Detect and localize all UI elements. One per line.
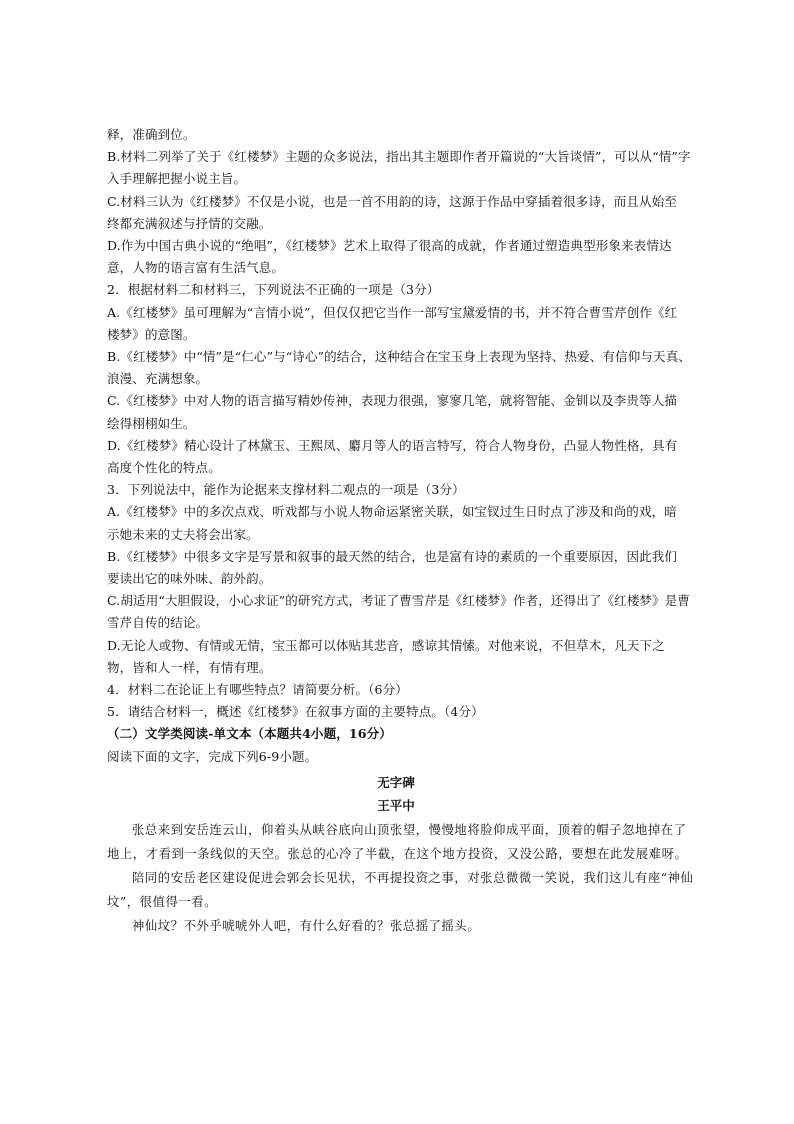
- option-a-line: A.《红楼梦》虽可理解为“言情小说”，但仅仅把它当作一部写宝黛爱情的书，并不符合曹雪芹创作《红: [107, 304, 678, 320]
- section-heading: （二）文学类阅读-单文本（本题共4小题，16分）: [107, 726, 392, 742]
- text-line: 楼梦》的意图。: [107, 326, 196, 342]
- text-line: 意，人物的语言富有生活气息。: [107, 260, 285, 276]
- story-body: [107, 818, 694, 938]
- story-paragraph-line: 神仙坟？不外乎唬唬外人吧，有什么好看的？张总摇了摇头。: [132, 919, 481, 934]
- story-paragraph-line: 坟”，很值得一看。: [107, 895, 218, 910]
- option-d-line: D.《红楼梦》精心设计了林黛玉、王熙凤、麝月等人的语言特写，符合人物身份，凸显人物性格，具有: [107, 437, 678, 453]
- text-line: 释，准确到位。: [107, 127, 196, 142]
- option-b-line: B.《红楼梦》中“情”是“仁心”与“诗心”的结合，这种结合在宝玉身上表现为坚持、热爱、有信仰与天真、: [107, 349, 692, 365]
- option-d-line: D.作为中国古典小说的“绝唱”，《红楼梦》艺术上取得了很高的成就，作者通过塑造典型形象来表情达: [107, 238, 672, 254]
- option-c-line: C.《红楼梦》中对人物的语言描写精妙传神，表现力很强，寥寥几笔，就将智能、金钏以及李贵等人描: [107, 393, 677, 409]
- story-author: 王平中: [377, 798, 415, 814]
- option-d-line: D.无论人或物、有情或无情，宝玉都可以体贴其悲音，感谅其情愫。对他来说，不但草木，凡天下之: [107, 637, 665, 653]
- text-line: 要读出它的味外味、韵外韵。: [107, 571, 272, 587]
- question-2: 2．根据材料二和材料三，下列说法不正确的一项是（3分）: [107, 282, 440, 298]
- story-paragraph-line: 地上，才看到一条线似的天空。张总的心冷了半截，在这个地方投资，又没公路，要想在此发展难呀。: [107, 847, 688, 862]
- reading-instruction: 阅读下面的文字，完成下列6-9小题。: [107, 748, 318, 764]
- document-body: [107, 124, 694, 938]
- question-5: 5．请结合材料一，概述《红楼梦》在叙事方面的主要特点。（4分）: [107, 704, 484, 720]
- text-line: 物，皆和人一样，有情有理。: [107, 659, 272, 675]
- story-paragraph-line: 张总来到安岳连云山，仰着头从峡谷底向山顶张望，慢慢地将脸仰成平面，顶着的帽子忽地掉在了: [132, 823, 687, 838]
- text-line: 终都充满叙述与抒情的交融。: [107, 215, 272, 231]
- option-c-line: C.材料三认为《红楼梦》不仅是小说，也是一首不用韵的诗，这源于作品中穿插着很多诗，而且从始至: [107, 193, 677, 209]
- text-line: 高度个性化的特点。: [107, 460, 221, 476]
- option-b-line: B.《红楼梦》中很多文字是写景和叙事的最天然的结合，也是富有诗的素质的一个重要原因，因此我们: [107, 548, 678, 564]
- option-a-line: A.《红楼梦》中的多次点戏、听戏都与小说人物命运紧密关联，如宝钗过生日时点了涉及和尚的戏，暗: [107, 504, 677, 520]
- option-c-line: C.胡适用“大胆假设，小心求证”的研究方式，考证了曹雪芹是《红楼梦》作者，还得出了《红楼梦》是曹: [107, 593, 691, 609]
- text-line: 浪漫、充满想象。: [107, 371, 209, 387]
- text-line: 入手理解把握小说主旨。: [107, 171, 247, 187]
- question-3: 3．下列说法中，能作为论据来支撑材料二观点的一项是（3分）: [107, 482, 465, 498]
- story-title: 无字碑: [377, 774, 415, 790]
- question-4: 4．材料二在论证上有哪些特点？请简要分析。（6分）: [107, 682, 408, 698]
- story-paragraph-line: 陪同的安岳老区建设促进会郭会长见状，不再提投资之事，对张总微微一笑说，我们这儿有座“神仙: [132, 871, 694, 886]
- text-line: 示她未来的丈夫将会出家。: [107, 526, 259, 542]
- option-b-line: B.材料二列举了关于《红楼梦》主题的众多说法，指出其主题即作者开篇说的“大旨谈情”，可以从“情”字: [107, 149, 691, 165]
- text-line: 雪芹自传的结论。: [107, 615, 209, 631]
- text-line: 绘得栩栩如生。: [107, 415, 196, 431]
